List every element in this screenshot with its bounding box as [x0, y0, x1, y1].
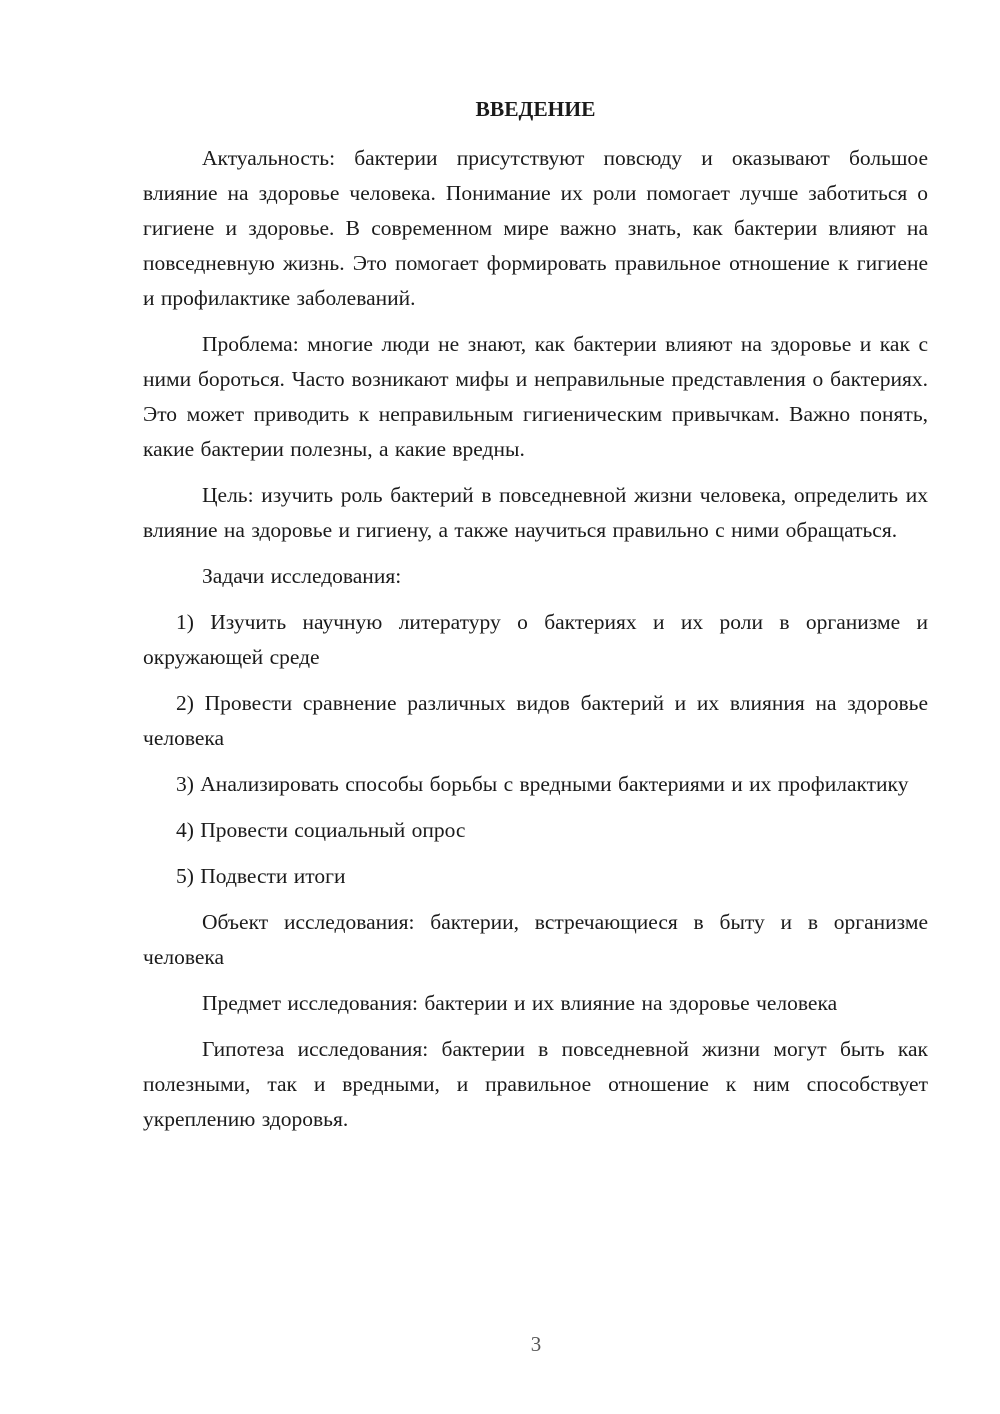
task-item-5: 5) Подвести итоги	[176, 864, 346, 888]
page-title: ВВЕДЕНИЕ	[475, 97, 596, 121]
page-number: 3	[530, 1332, 542, 1356]
document-page	[143, 92, 928, 1148]
task-item-4: 4) Провести социальный опрос	[176, 818, 466, 842]
task-item-2: 2) Провести сравнение различных видов бактерий и их влияния на здоровье человека	[143, 691, 928, 750]
task-item-3: 3) Анализировать способы борьбы с вредными бактериями и их профилактику	[176, 772, 909, 796]
object-paragraph: Объект исследования: бактерии, встречающиеся в быту и в организме человека	[143, 910, 928, 969]
hypothesis-paragraph: Гипотеза исследования: бактерии в повседневной жизни могут быть как полезными, так и вредными, и правильное отношение к ним способствует укреплению здоровья.	[143, 1037, 928, 1131]
relevance-paragraph: Актуальность: бактерии присутствуют повсюду и оказывают большое влияние на здоровье человека. Понимание их роли помогает лучше заботиться о гигиене и здоровье. В современном мире важно знать, как бактерии влияют на повседневную жизнь. Это помогает формировать правильное отношение к гигиене и профилактике заболеваний.	[143, 146, 928, 310]
subject-paragraph: Предмет исследования: бактерии и их влияние на здоровье человека	[202, 991, 838, 1015]
tasks-heading: Задачи исследования:	[202, 564, 402, 588]
task-item-1: 1) Изучить научную литературу о бактериях и их роли в организме и окружающей среде	[143, 610, 928, 669]
goal-paragraph: Цель: изучить роль бактерий в повседневной жизни человека, определить их влияние на здоровье и гигиену, а также научиться правильно с ними обращаться.	[143, 483, 928, 542]
problem-paragraph: Проблема: многие люди не знают, как бактерии влияют на здоровье и как с ними бороться. Часто возникают мифы и неправильные представления о бактериях. Это может приводить к неправильным гигиеническим привычкам. Важно понять, какие бактерии полезны, а какие вредны.	[143, 332, 928, 461]
